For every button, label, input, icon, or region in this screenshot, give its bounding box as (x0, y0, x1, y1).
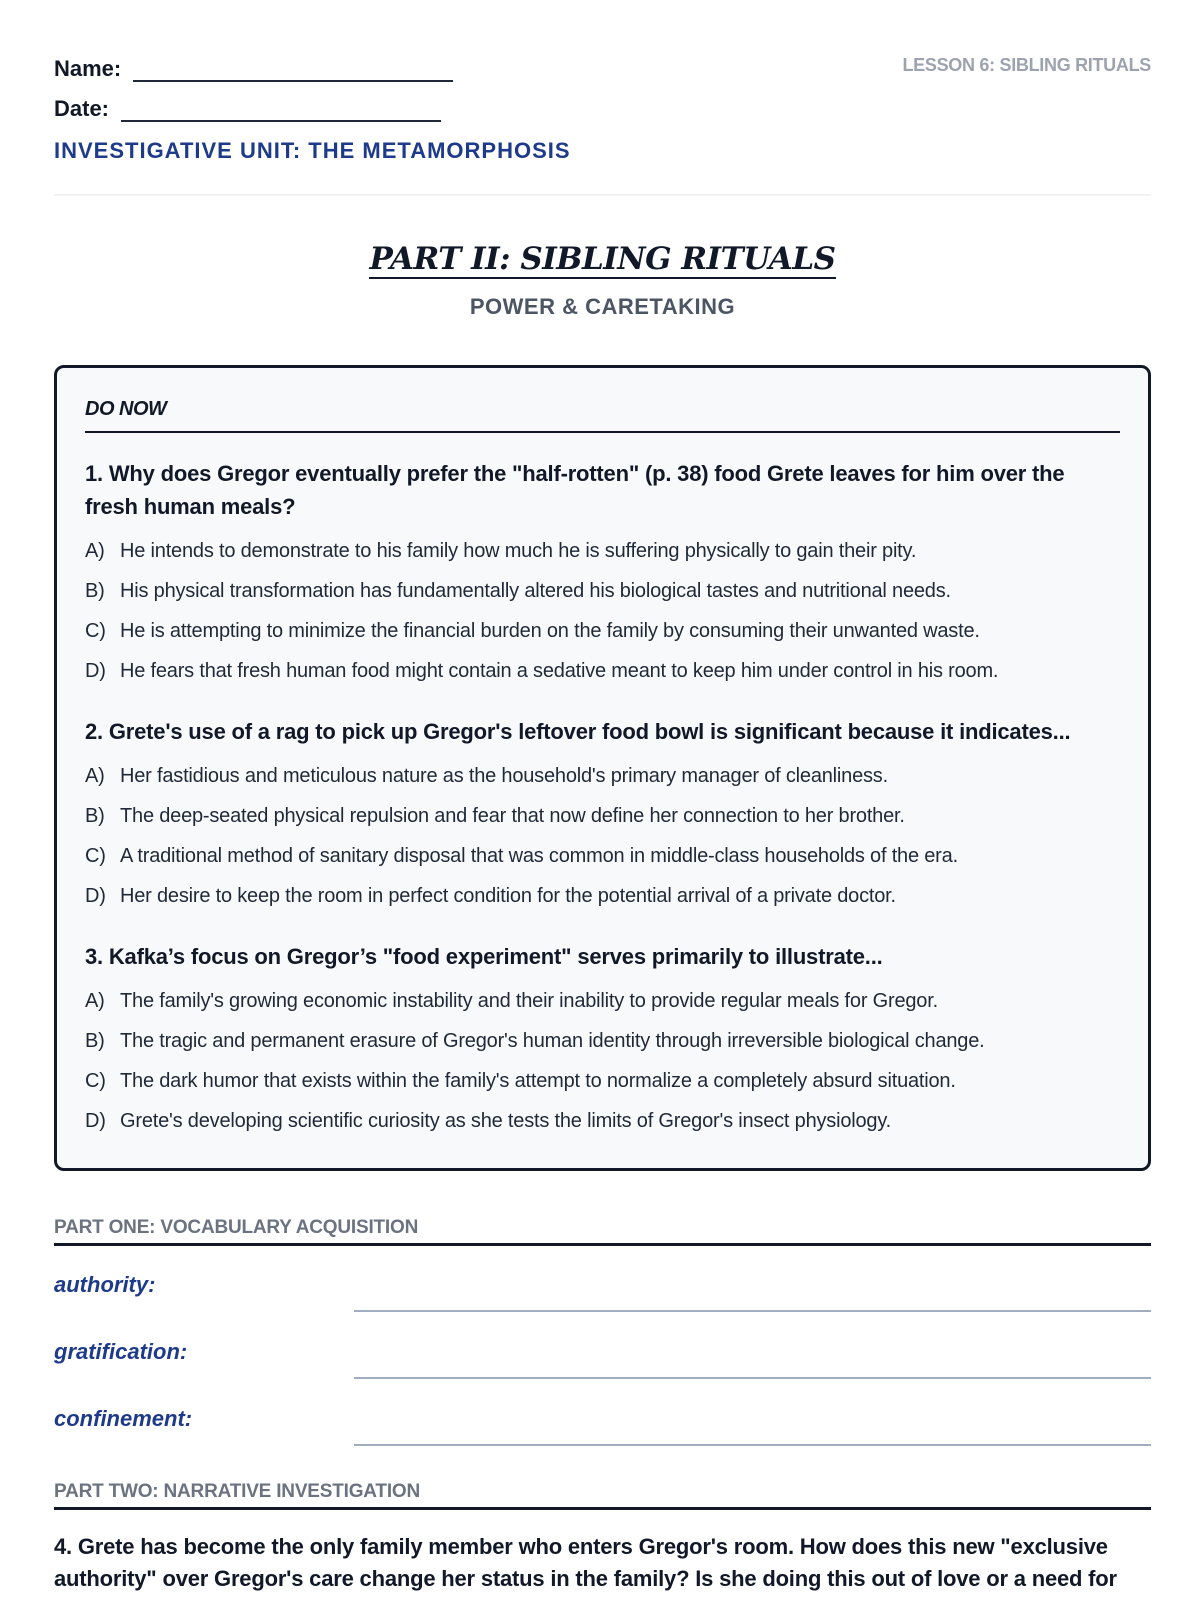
worksheet-page (54, 0, 1151, 1600)
option-letter: B) (85, 1030, 105, 1052)
vocab-row (54, 1339, 1151, 1379)
page-subtitle: POWER & CARETAKING (469, 294, 736, 319)
question-2 (85, 715, 1120, 916)
option-letter: B) (85, 805, 105, 827)
option-text: Grete's developing scientific curiosity as she tests the limits of Gregor's insect physiology. (120, 1110, 892, 1132)
page-title: PART II: SIBLING RITUALS (369, 241, 836, 277)
question-3 (85, 940, 1120, 1141)
answer-option[interactable] (85, 651, 1120, 691)
date-blank-line[interactable] (121, 100, 441, 122)
option-text: The dark humor that exists within the family's attempt to normalize a completely absurd situation. (120, 1070, 956, 1092)
narrative-section-heading: PART TWO: NARRATIVE INVESTIGATION (54, 1481, 1151, 1510)
option-letter: D) (85, 1110, 106, 1132)
answer-option[interactable] (85, 571, 1120, 611)
option-text: The family's growing economic instability and their inability to provide regular meals for Gregor. (120, 990, 938, 1012)
answer-option[interactable] (85, 756, 1120, 796)
option-text: He is attempting to minimize the financial burden on the family by consuming their unwanted waste. (120, 620, 980, 642)
vocab-term: authority: (54, 1272, 156, 1297)
question-1 (85, 457, 1120, 691)
lesson-tag: LESSON 6: SIBLING RITUALS (902, 55, 1151, 75)
option-letter: B) (85, 580, 105, 602)
name-label: Name: (54, 56, 122, 81)
option-letter: D) (85, 885, 106, 907)
question-text: 1. Why does Gregor eventually prefer the "half-rotten" (p. 38) food Grete leaves for him over the fresh human meals? (85, 461, 1065, 519)
option-text: He intends to demonstrate to his family how much he is suffering physically to gain their pity. (120, 540, 917, 562)
do-now-heading: DO NOW (85, 398, 1120, 433)
header-divider (54, 194, 1151, 196)
question-text: 2. Grete's use of a rag to pick up Gregor's leftover food bowl is significant because it indicates... (85, 719, 1071, 744)
name-field-row (54, 56, 453, 82)
option-text: The tragic and permanent erasure of Gregor's human identity through irreversible biological change. (120, 1030, 985, 1052)
vocab-row (54, 1272, 1151, 1312)
option-letter: C) (85, 1070, 106, 1092)
vocab-term: gratification: (54, 1339, 188, 1364)
answer-option[interactable] (85, 796, 1120, 836)
option-letter: C) (85, 620, 106, 642)
vocab-answer-line[interactable] (354, 1310, 1151, 1312)
vocab-answer-line[interactable] (354, 1444, 1151, 1446)
answer-option[interactable] (85, 876, 1120, 916)
vocab-row (54, 1406, 1151, 1446)
option-text: The deep-seated physical repulsion and fear that now define her connection to her brother. (120, 805, 905, 827)
option-letter: A) (85, 540, 105, 562)
page-title-wrap (54, 241, 1151, 277)
do-now-box (54, 365, 1151, 1171)
vocab-term: confinement: (54, 1406, 193, 1431)
date-field-row (54, 96, 441, 122)
vocabulary-section-heading: PART ONE: VOCABULARY ACQUISITION (54, 1217, 1151, 1246)
unit-title: INVESTIGATIVE UNIT: THE METAMORPHOSIS (54, 138, 571, 163)
vocab-answer-line[interactable] (354, 1377, 1151, 1379)
question-text: 3. Kafka’s focus on Gregor’s "food experiment" serves primarily to illustrate... (85, 944, 883, 969)
answer-option[interactable] (85, 611, 1120, 651)
name-blank-line[interactable] (133, 60, 453, 82)
option-letter: D) (85, 660, 106, 682)
option-text: A traditional method of sanitary disposal that was common in middle-class households of the era. (120, 845, 958, 867)
option-text: His physical transformation has fundamentally altered his biological tastes and nutritional needs. (120, 580, 951, 602)
option-text: He fears that fresh human food might contain a sedative meant to keep him under control in his room. (120, 660, 999, 682)
option-text: Her fastidious and meticulous nature as the household's primary manager of cleanliness. (120, 765, 888, 787)
answer-option[interactable] (85, 981, 1120, 1021)
question-4-text: 4. Grete has become the only family member who enters Gregor's room. How does this new "exclusive authority" over Gregor's care change her status in the family? Is she doing this out of love or a need for (54, 1534, 1117, 1591)
answer-option[interactable] (85, 1021, 1120, 1061)
option-text: Her desire to keep the room in perfect condition for the potential arrival of a private doctor. (120, 885, 896, 907)
answer-option[interactable] (85, 531, 1120, 571)
answer-option[interactable] (85, 836, 1120, 876)
option-letter: A) (85, 765, 105, 787)
answer-option[interactable] (85, 1101, 1120, 1141)
option-letter: A) (85, 990, 105, 1012)
option-letter: C) (85, 845, 106, 867)
date-label: Date: (54, 96, 110, 121)
answer-option[interactable] (85, 1061, 1120, 1101)
